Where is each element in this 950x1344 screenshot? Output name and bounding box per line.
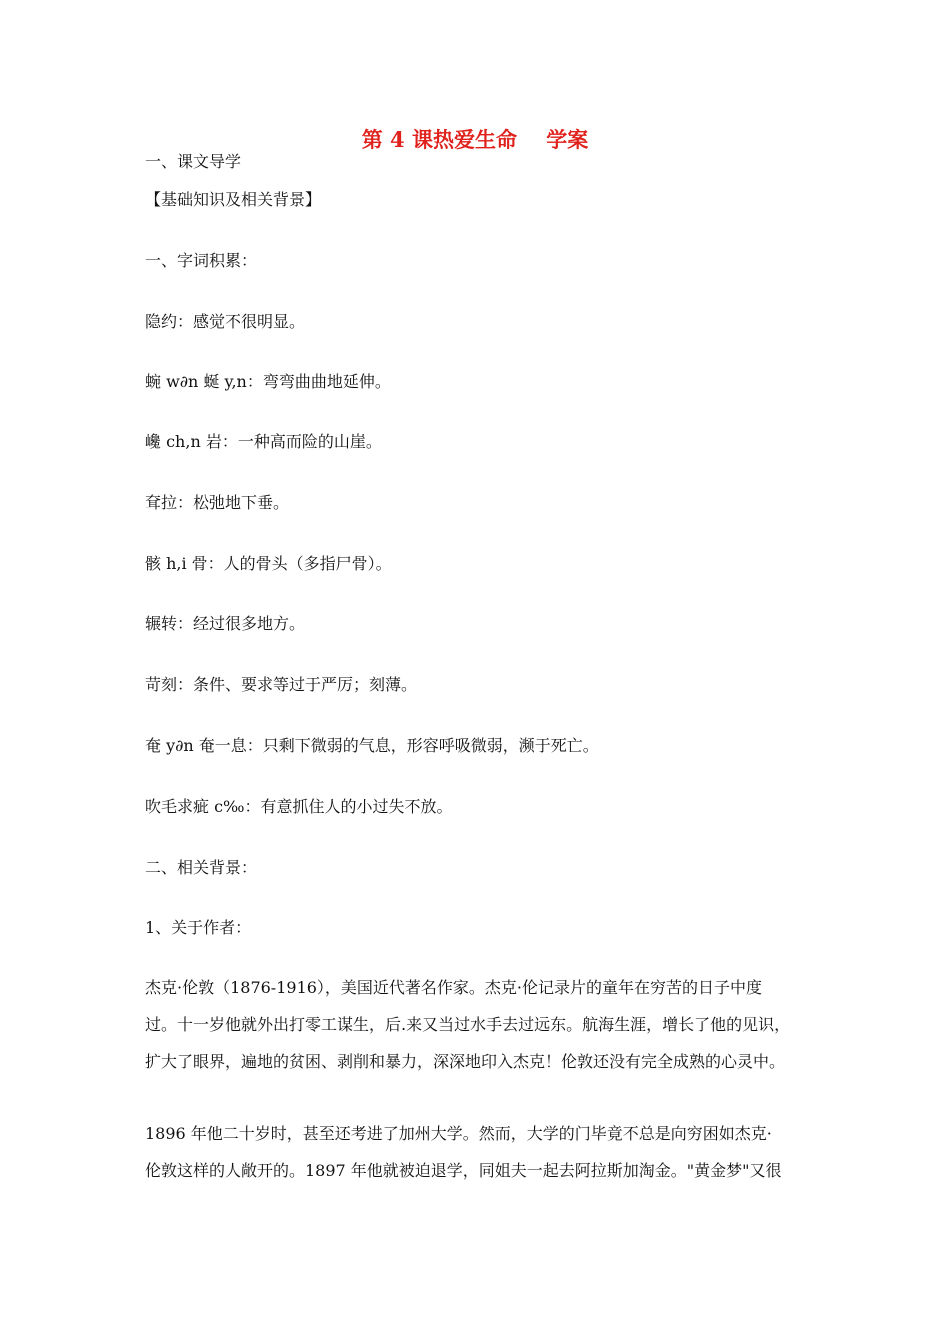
- paragraph-line: 1896 年他二十岁时，甚至还考进了加州大学。然而，大学的门毕竟不总是向穷困如杰克·: [145, 1124, 772, 1143]
- bracket-heading: 【基础知识及相关背景】: [145, 190, 322, 209]
- background-heading: 二、相关背景：: [145, 858, 258, 877]
- vocab-item: 苛刻：条件、要求等过于严厉；刻薄。: [145, 675, 418, 694]
- author-paragraph-2: [145, 1115, 815, 1189]
- vocab-heading: 一、字词积累：: [145, 251, 258, 270]
- vocab-item: 隐约：感觉不很明显。: [145, 312, 306, 331]
- paragraph-line: 过。十一岁他就外出打零工谋生，后.来又当过水手去过远东。航海生涯，增长了他的见识，: [145, 1015, 791, 1034]
- vocab-item: 奄 y∂n 奄一息：只剩下微弱的气息，形容呼吸微弱，濒于死亡。: [145, 736, 599, 755]
- section-intro: 一、课文导学: [145, 152, 242, 171]
- vocab-item: 辗转：经过很多地方。: [145, 614, 306, 633]
- paragraph-line: 扩大了眼界，遍地的贫困、剥削和暴力，深深地印入杰克！伦敦还没有完全成熟的心灵中。: [145, 1052, 786, 1071]
- vocab-item: 耷拉：松弛地下垂。: [145, 493, 290, 512]
- paragraph-line: 伦敦这样的人敞开的。1897 年他就被迫退学，同姐夫一起去阿拉斯加淘金。"黄金梦"又很: [145, 1161, 782, 1180]
- paragraph-line: 杰克·伦敦（1876-1916），美国近代著名作家。杰克·伦记录片的童年在穷苦的日子中度: [145, 978, 763, 997]
- vocab-item: 蜿 w∂n 蜒 y,n：弯弯曲曲地延伸。: [145, 372, 391, 391]
- author-paragraph-1: [145, 969, 815, 1080]
- vocab-item: 骸 h,i 骨：人的骨头（多指尸骨）。: [145, 554, 392, 573]
- page-title: 第 4 课热爱生命 学案: [361, 127, 589, 152]
- vocab-item: 吹毛求疵 c‰：有意抓住人的小过失不放。: [145, 797, 453, 816]
- author-heading: 1、关于作者：: [145, 918, 252, 937]
- vocab-item: 巉 ch,n 岩：一种高而险的山崖。: [145, 432, 382, 451]
